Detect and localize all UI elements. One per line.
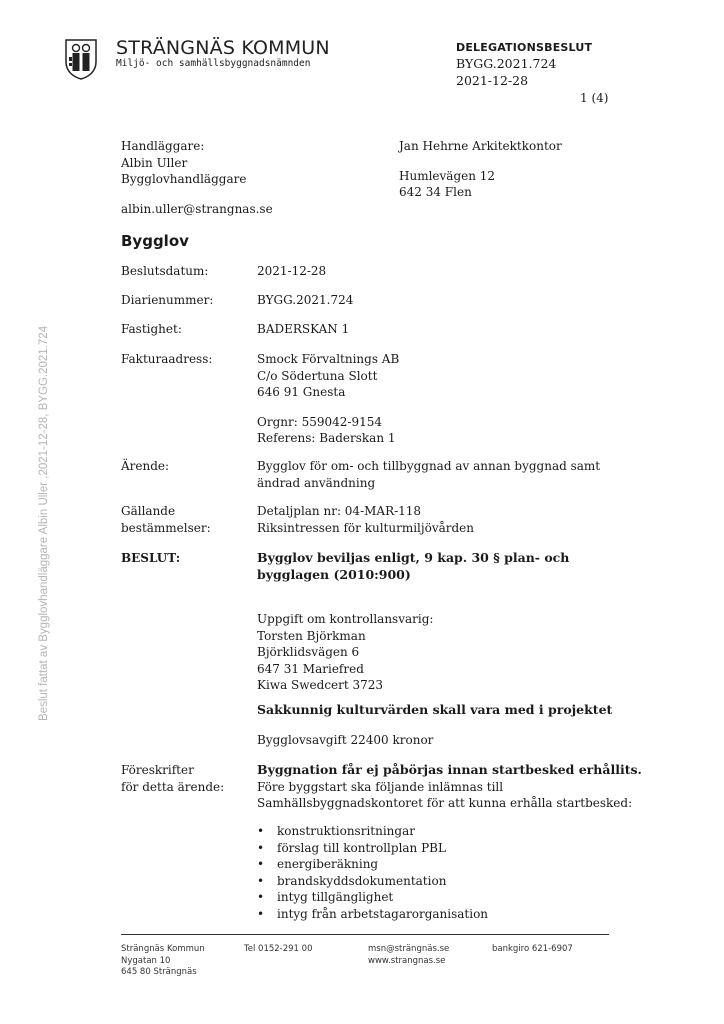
list-item — [257, 840, 488, 857]
footer-street: Nygatan 10 — [121, 955, 171, 966]
arende-label: Ärende: — [121, 459, 170, 473]
list-item-text: intyg från arbetstagarorganisation — [277, 906, 489, 921]
org-name: STRÄNGNÄS KOMMUN — [116, 37, 330, 59]
list-item — [257, 889, 488, 906]
document-date: 2021-12-28 — [456, 73, 529, 88]
fastighet-value: BADERSKAN 1 — [257, 322, 350, 336]
list-item — [257, 856, 488, 873]
footer-website-link[interactable]: www.strangnas.se — [368, 955, 446, 966]
faktura-referens: Referens: Baderskan 1 — [257, 431, 396, 445]
kontrollansvarig-street: Björklidsvägen 6 — [257, 645, 360, 659]
diarienummer-label: Diarienummer: — [121, 293, 214, 307]
faktura-line-3: 646 91 Gnesta — [257, 385, 346, 399]
beslut-line-1: Bygglov beviljas enligt, 9 kap. 30 § plan- och — [257, 550, 570, 565]
list-item-text: förslag till kontrollplan PBL — [277, 840, 446, 855]
gallande-value — [257, 503, 474, 536]
requirements-list — [257, 823, 488, 922]
footer-contact — [368, 944, 449, 967]
handler-block — [121, 138, 273, 217]
bullet-icon: • — [257, 890, 265, 904]
gallande-label — [121, 503, 211, 536]
foreskrifter-label-line-2: för detta ärende: — [121, 779, 225, 794]
kontrollansvarig-heading: Uppgift om kontrollansvarig: — [257, 612, 434, 626]
footer-address — [121, 944, 205, 979]
handler-role: Bygglovhandläggare — [121, 172, 247, 186]
recipient-block — [399, 138, 562, 201]
foreskrifter-intro-1: Före byggstart ska följande inlämnas till — [257, 779, 504, 794]
foreskrifter-label — [121, 762, 224, 795]
gallande-label-line-1: Gällande — [121, 504, 176, 518]
kontrollansvarig-name: Torsten Björkman — [257, 628, 366, 643]
page-title: Bygglov — [121, 232, 189, 250]
arende-line-2: ändrad användning — [257, 475, 376, 490]
handler-label: Handläggare: — [121, 139, 205, 153]
beslutsdatum-value: 2021-12-28 — [257, 264, 327, 278]
decision-stamp: Beslut fattat av Bygglovhandläggare Albin Uller ,2021-12-28, BYGG.2021.724 — [38, 325, 50, 721]
diarienummer-value: BYGG.2021.724 — [257, 293, 354, 307]
page-number: 1 (4) — [580, 91, 609, 105]
footer-postal: 645 80 Strängnäs — [121, 967, 197, 977]
footer-email-link[interactable]: msn@strängnäs.se — [368, 944, 450, 954]
footer-tel: Tel 0152-291 00 — [244, 944, 313, 954]
foreskrifter-heading: Byggnation får ej påbörjas innan startbesked erhållits. — [257, 762, 642, 777]
kontrollansvarig-block — [257, 611, 433, 694]
beslutsdatum-label: Beslutsdatum: — [121, 264, 209, 278]
recipient-postal: 642 34 Flen — [399, 185, 472, 199]
org-subtitle: Miljö- och samhällsbyggnadsnämnden — [116, 58, 311, 69]
kontrollansvarig-postal: 647 31 Mariefred — [257, 661, 364, 676]
footer-divider — [121, 934, 609, 935]
footer-bankgiro-text: bankgiro 621-6907 — [492, 944, 573, 954]
bullet-icon: • — [257, 873, 265, 888]
footer-bankgiro — [492, 944, 573, 956]
fakturaadress-value — [257, 351, 399, 447]
gallande-line-2: Riksintressen för kulturmiljövården — [257, 520, 475, 535]
gallande-label-line-2: bestämmelser: — [121, 520, 211, 535]
coat-of-arms-icon — [64, 38, 98, 80]
foreskrifter-label-line-1: Föreskrifter — [121, 763, 194, 777]
beslut-line-2: bygglagen (2010:900) — [257, 566, 411, 582]
foreskrifter-text — [257, 762, 642, 812]
list-item — [257, 906, 488, 923]
document-type: DELEGATIONSBESLUT — [456, 41, 593, 54]
list-item-text: intyg tillgänglighet — [277, 890, 394, 904]
sakkunnig-note: Sakkunnig kulturvärden skall vara med i projektet — [257, 702, 613, 717]
faktura-orgnr: Orgnr: 559042-9154 — [257, 414, 382, 429]
footer-phone — [244, 944, 312, 956]
faktura-line-1: Smock Förvaltnings AB — [257, 352, 400, 366]
foreskrifter-intro-2: Samhällsbyggnadskontoret för att kunna erhålla startbesked: — [257, 796, 633, 810]
bullet-icon: • — [257, 857, 265, 871]
gallande-line-1: Detaljplan nr: 04-MAR-118 — [257, 504, 422, 518]
list-item-text: konstruktionsritningar — [277, 824, 415, 838]
recipient-name: Jan Hehrne Arkitektkontor — [399, 139, 562, 153]
bygglovsavgift: Bygglovsavgift 22400 kronor — [257, 733, 434, 747]
document-number: BYGG.2021.724 — [456, 56, 557, 71]
handler-name: Albin Uller — [121, 155, 188, 170]
list-item-text: energiberäkning — [277, 857, 379, 871]
list-item — [257, 873, 488, 890]
beslut-label: BESLUT: — [121, 551, 181, 565]
handler-email[interactable]: albin.uller@strangnas.se — [121, 201, 273, 216]
arende-value — [257, 458, 600, 491]
bullet-icon: • — [257, 824, 265, 838]
list-item-text: brandskyddsdokumentation — [277, 873, 447, 888]
faktura-line-2: C/o Södertuna Slott — [257, 368, 378, 383]
fakturaadress-label: Fakturaadress: — [121, 352, 213, 366]
list-item — [257, 823, 488, 840]
footer-org: Strängnäs Kommun — [121, 944, 205, 954]
arende-line-1: Bygglov för om- och tillbyggnad av annan byggnad samt — [257, 459, 601, 473]
kontrollansvarig-cert: Kiwa Swedcert 3723 — [257, 678, 384, 692]
bullet-icon: • — [257, 840, 265, 855]
fastighet-label: Fastighet: — [121, 322, 182, 336]
beslut-text — [257, 550, 569, 583]
bullet-icon: • — [257, 906, 265, 921]
recipient-street: Humlevägen 12 — [399, 168, 496, 183]
